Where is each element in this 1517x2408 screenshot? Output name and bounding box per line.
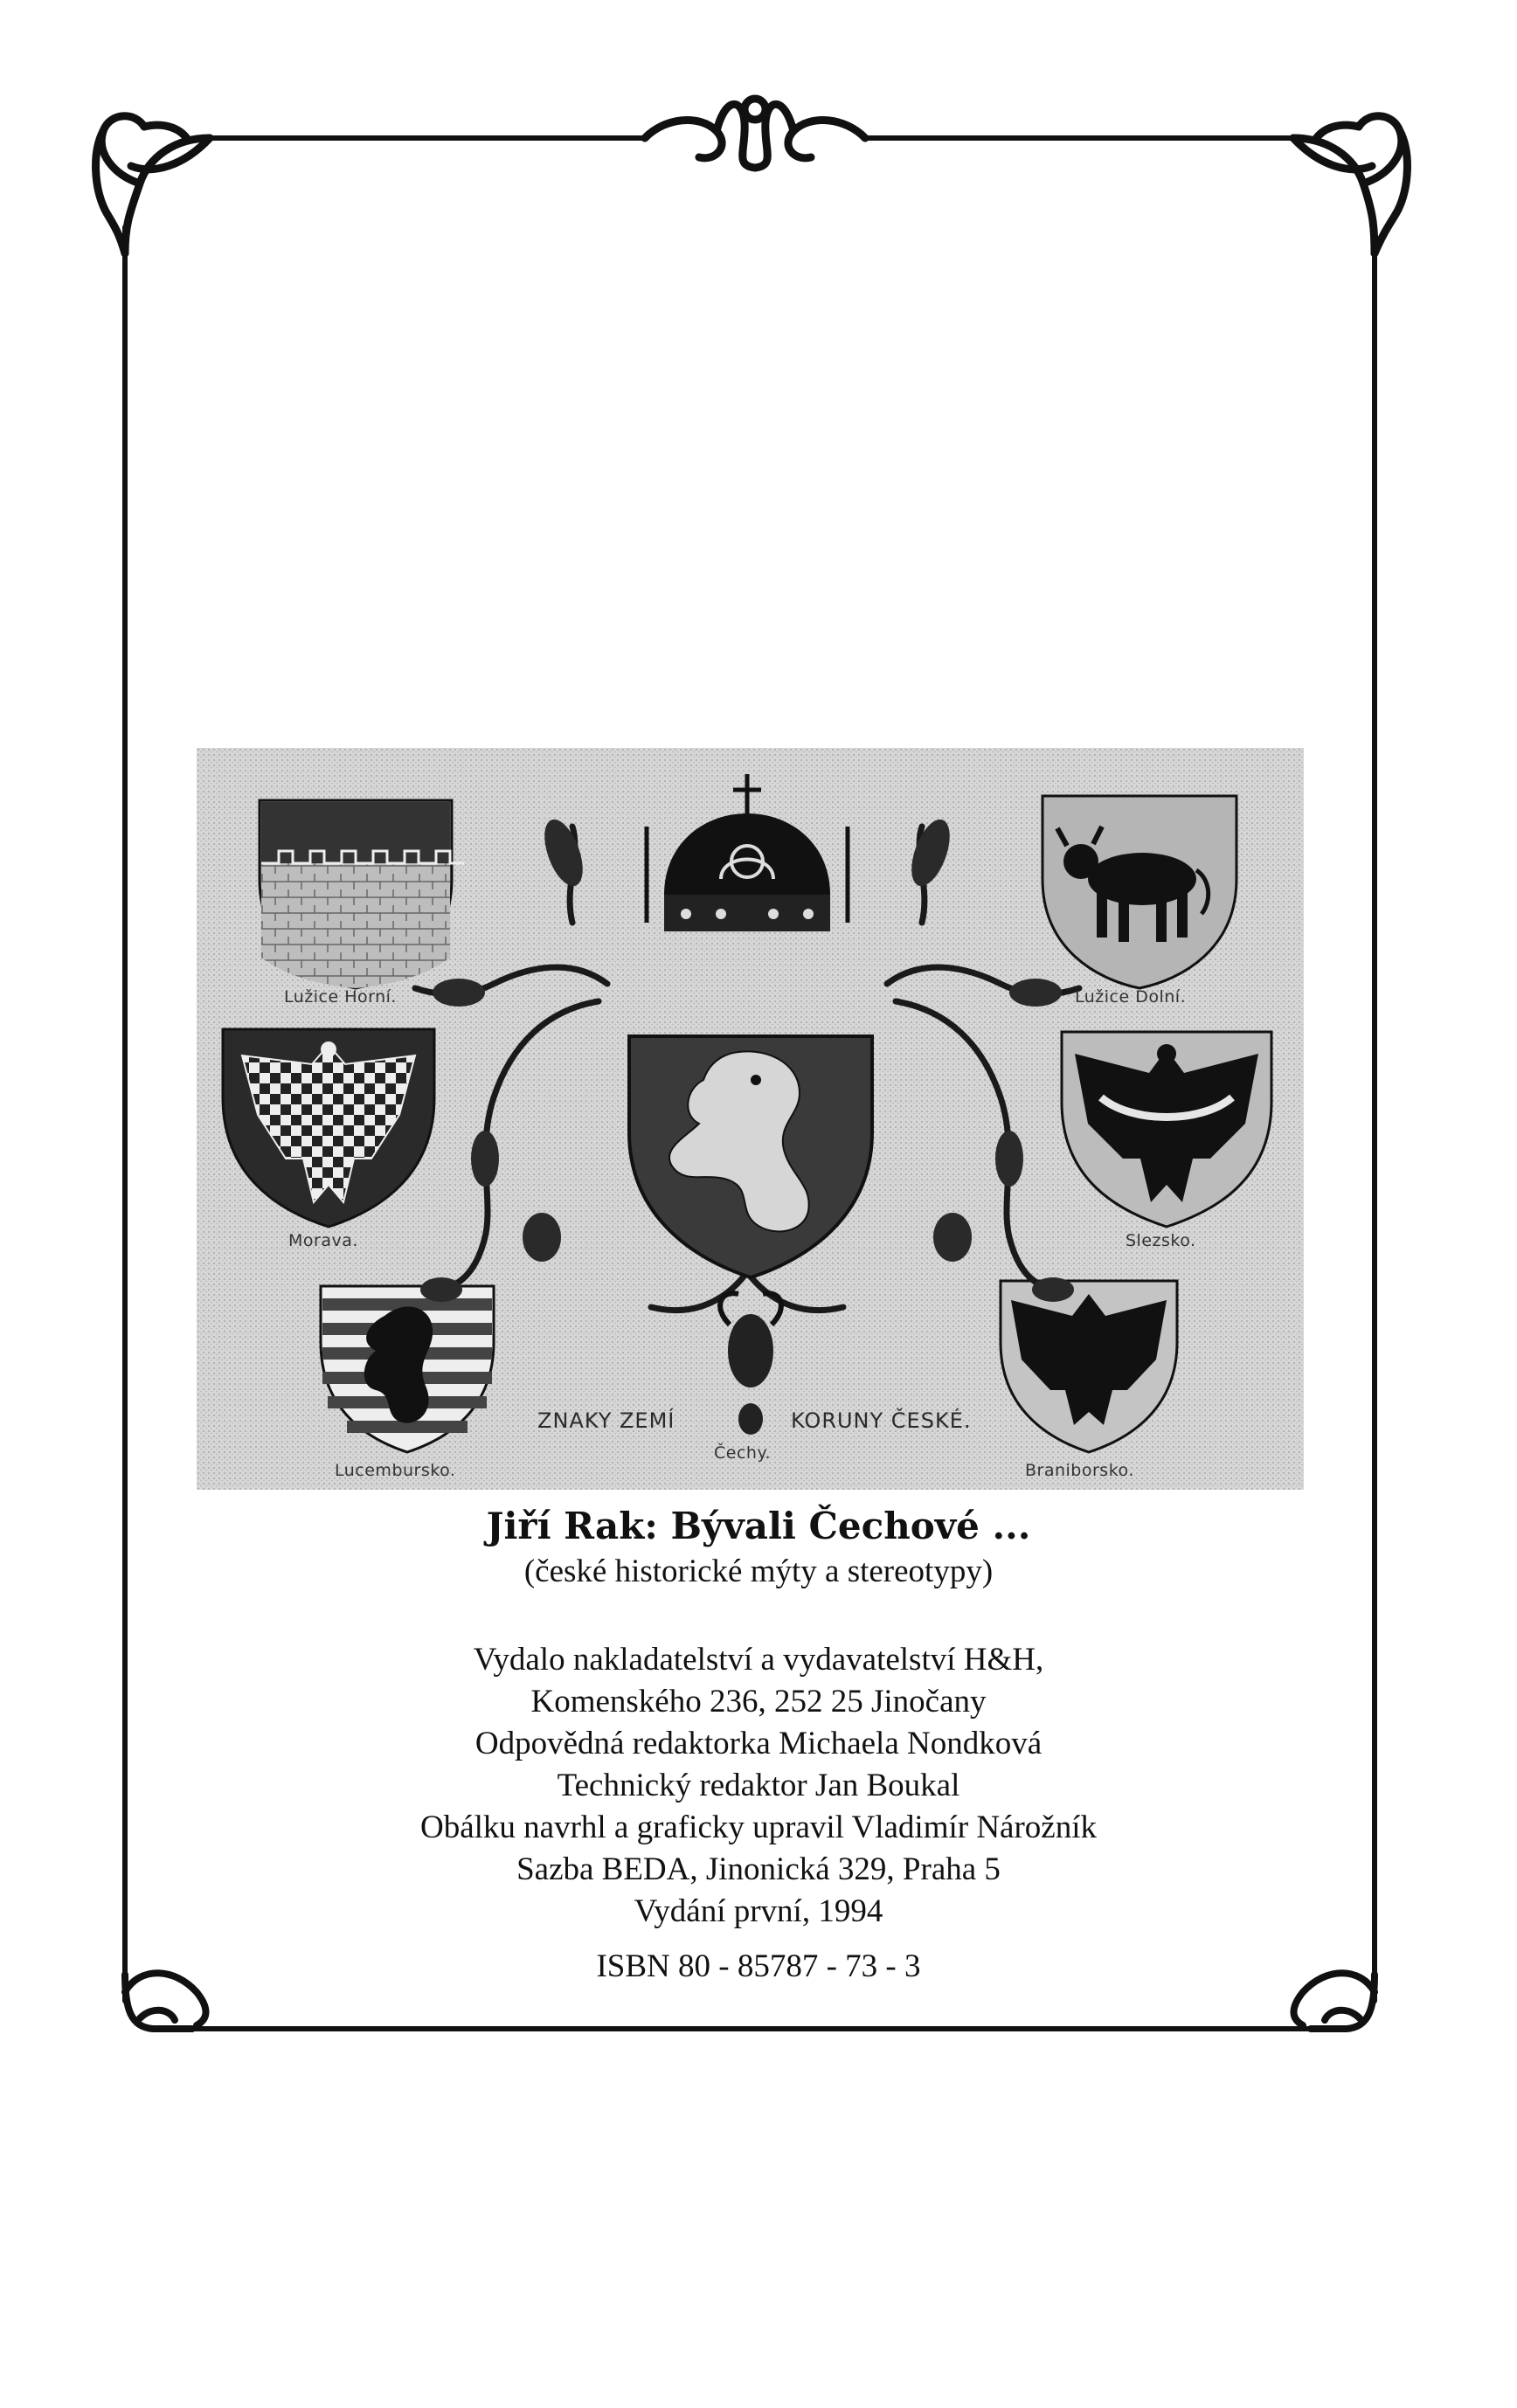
colophon-line: Sazba BEDA, Jinonická 329, Praha 5 bbox=[516, 1851, 1001, 1887]
book-subtitle: (české historické mýty a stereotypy) bbox=[523, 1553, 994, 1589]
label-lucembursko: Lucembursko. bbox=[335, 1461, 456, 1480]
frame-corner-top-right bbox=[1293, 116, 1407, 253]
book-title: Jiří Rak: Bývali Čechové ... bbox=[486, 1505, 1031, 1547]
colophon bbox=[0, 1639, 1517, 1933]
shield-luzice-horni bbox=[260, 800, 464, 988]
label-morava: Morava. bbox=[288, 1231, 358, 1250]
colophon-line: Vydalo nakladatelství a vydavatelství H&H, bbox=[473, 1642, 1044, 1678]
frame-corner-top-left bbox=[96, 116, 210, 253]
coats-of-arms-plate bbox=[197, 748, 1304, 1490]
colophon-line: Obálku navrhl a graficky upravil Vladimír Nárožník bbox=[419, 1809, 1098, 1845]
colophon-line: Odpovědná redaktorka Michaela Nondková bbox=[474, 1726, 1043, 1761]
isbn: ISBN 80 - 85787 - 73 - 3 bbox=[596, 1948, 921, 1984]
colophon-line: Technický redaktor Jan Boukal bbox=[557, 1768, 960, 1803]
label-luzice-horni: Lužice Horní. bbox=[284, 987, 397, 1007]
label-slezsko: Slezsko. bbox=[1126, 1231, 1196, 1250]
frame-top-center-ornament bbox=[645, 99, 865, 168]
label-braniborsko: Braniborsko. bbox=[1025, 1461, 1134, 1480]
label-luzice-dolni: Lužice Dolní. bbox=[1075, 987, 1187, 1007]
plate-caption-right: KORUNY ČESKÉ. bbox=[791, 1408, 972, 1433]
coats-of-arms-illustration bbox=[197, 748, 1304, 1490]
colophon-line: Vydání první, 1994 bbox=[634, 1893, 883, 1929]
label-cechy: Čechy. bbox=[714, 1443, 772, 1463]
plate-caption-left: ZNAKY ZEMÍ bbox=[537, 1408, 675, 1433]
colophon-line: Komenského 236, 252 25 Jinočany bbox=[530, 1684, 987, 1720]
